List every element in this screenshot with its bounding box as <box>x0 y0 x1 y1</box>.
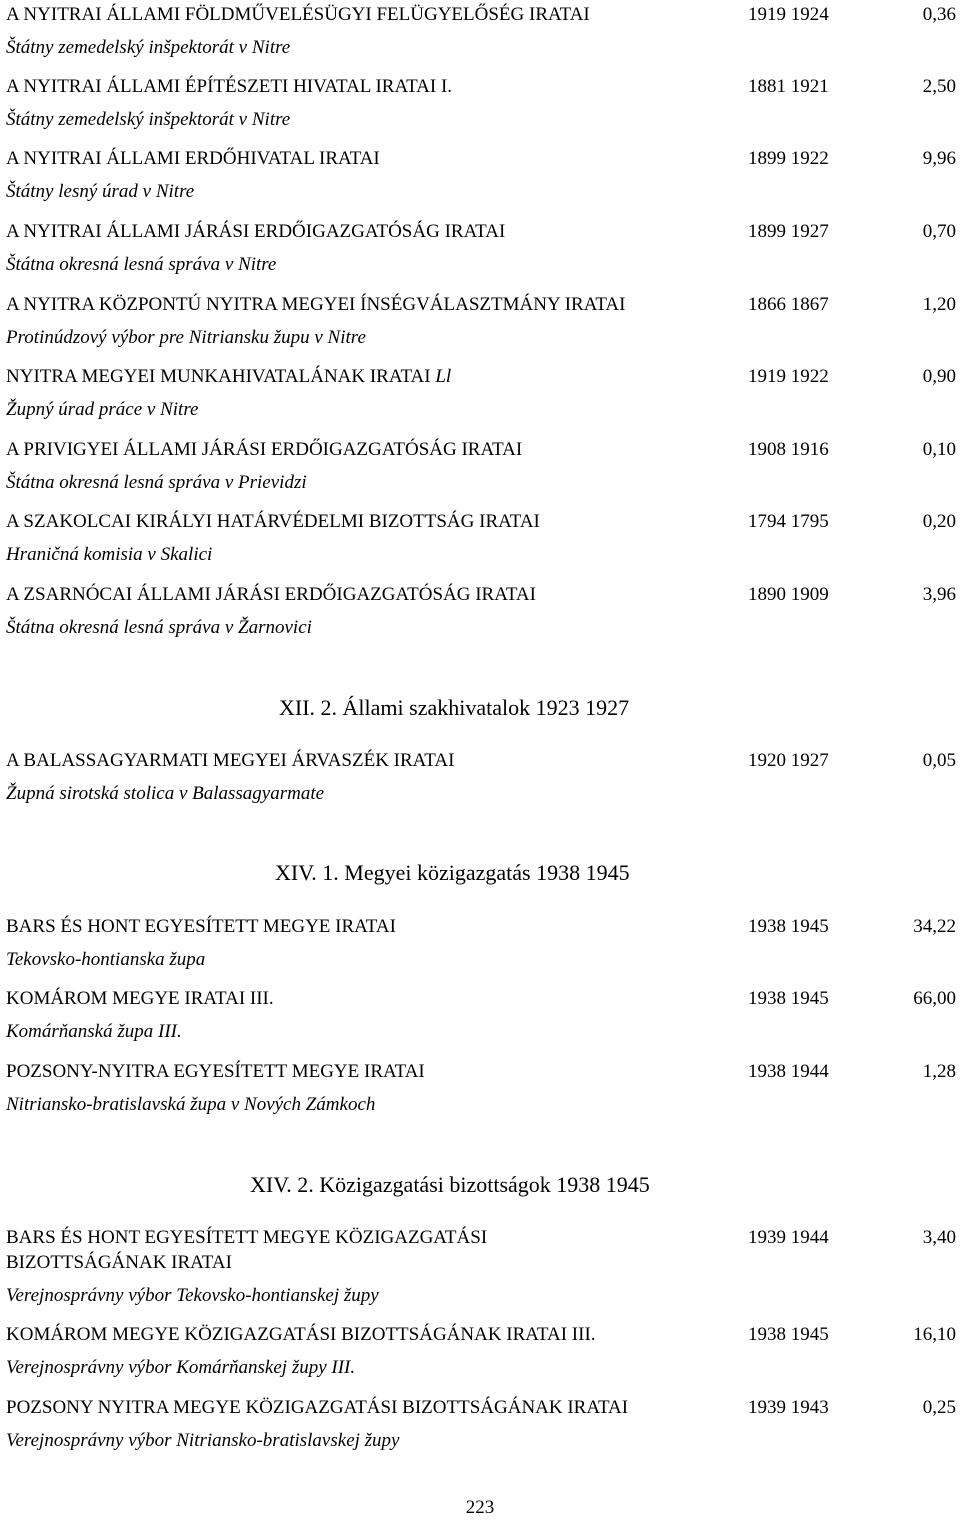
entry-years: 1866 1867 <box>748 294 829 315</box>
page-number: 223 <box>465 1497 495 1518</box>
entry-title-hu: POZSONY-NYITRA EGYESÍTETT MEGYE IRATAI <box>6 1061 425 1082</box>
entry-title-hu: A NYITRAI ÁLLAMI ERDŐHIVATAL IRATAI <box>6 148 380 169</box>
entry-years: 1899 1927 <box>748 221 829 242</box>
entry-years: 1794 1795 <box>748 511 829 532</box>
entry-title-hu: A SZAKOLCAI KIRÁLYI HATÁRVÉDELMI BIZOTTSÁG IRATAI <box>6 511 540 532</box>
entry-extent: 0,25 <box>922 1397 956 1418</box>
entry-title-hu: A ZSARNÓCAI ÁLLAMI JÁRÁSI ERDŐIGAZGATÓSÁG IRATAI <box>6 584 536 605</box>
entry-title-sk: Verejnosprávny výbor Tekovsko-hontianskej župy <box>6 1285 379 1306</box>
entry-years: 1920 1927 <box>748 750 829 771</box>
entry-title-hu: A NYITRAI ÁLLAMI FÖLDMŰVELÉSÜGYI FELÜGYELŐSÉG IRATAI <box>6 4 590 25</box>
entry-title-hu: KOMÁROM MEGYE KÖZIGAZGATÁSI BIZOTTSÁGÁNAK IRATAI III. <box>6 1324 596 1345</box>
entry-extent: 0,10 <box>922 439 956 460</box>
entry-title-sk: Štátny zemedelský inšpektorát v Nitre <box>6 109 291 130</box>
section-heading: XIV. 2. Közigazgatási bizottságok 1938 1945 <box>250 1172 650 1197</box>
entry-title-hu: A NYITRAI ÁLLAMI JÁRÁSI ERDŐIGAZGATÓSÁG IRATAI <box>6 221 506 242</box>
entry-years: 1890 1909 <box>748 584 829 605</box>
entry-years: 1938 1945 <box>748 988 829 1009</box>
entry-title-sk: Verejnosprávny výbor Nitriansko-bratislavskej župy <box>6 1430 400 1451</box>
entry-years: 1938 1945 <box>748 916 829 937</box>
section-heading: XIV. 1. Megyei közigazgatás 1938 1945 <box>275 860 630 885</box>
entry-years: 1939 1944 <box>748 1227 829 1248</box>
entry-title-hu-continued: BIZOTTSÁGÁNAK IRATAI <box>6 1252 232 1273</box>
entry-title-hu: POZSONY NYITRA MEGYE KÖZIGAZGATÁSI BIZOTTSÁGÁNAK IRATAI <box>6 1397 629 1418</box>
entry-title-hu <box>6 366 451 388</box>
entry-extent: 0,70 <box>922 221 956 242</box>
entry-title-hu: A BALASSAGYARMATI MEGYEI ÁRVASZÉK IRATAI <box>6 750 455 771</box>
entry-years: 1899 1922 <box>748 148 829 169</box>
entry-extent: 3,96 <box>922 584 956 605</box>
entry-extent: 9,96 <box>922 148 956 169</box>
entry-extent: 1,20 <box>922 294 956 315</box>
entry-years: 1919 1924 <box>748 4 829 25</box>
entry-title-sk: Štátna okresná lesná správa v Prievidzi <box>6 472 307 493</box>
entry-title-hu: A NYITRAI ÁLLAMI ÉPÍTÉSZETI HIVATAL IRATAI I. <box>6 76 453 97</box>
entry-title-sk: Župná sirotská stolica v Balassagyarmate <box>6 783 325 804</box>
entry-extent: 16,10 <box>913 1324 956 1345</box>
entry-extent: 1,28 <box>922 1061 956 1082</box>
entry-years: 1919 1922 <box>748 366 829 387</box>
entry-title-hu: KOMÁROM MEGYE IRATAI III. <box>6 988 274 1009</box>
entry-years: 1939 1943 <box>748 1397 829 1418</box>
entry-title-sk: Hraničná komisia v Skalici <box>6 544 213 565</box>
entry-extent: 0,90 <box>922 366 956 387</box>
entry-title-sk: Verejnosprávny výbor Komárňanskej župy III. <box>6 1357 356 1378</box>
entry-extent: 66,00 <box>913 988 956 1009</box>
entry-extent: 34,22 <box>913 916 956 937</box>
entry-title-sk: Nitriansko-bratislavská župa v Nových Zámkoch <box>6 1094 376 1115</box>
entry-years: 1881 1921 <box>748 76 829 97</box>
entry-extent: 0,05 <box>922 750 956 771</box>
entry-years: 1908 1916 <box>748 439 829 460</box>
entry-title-hu: A NYITRA KÖZPONTÚ NYITRA MEGYEI ÍNSÉGVÁLASZTMÁNY IRATAI <box>6 294 626 315</box>
entry-suffix: Ll <box>435 366 452 387</box>
entry-title-sk: Štátna okresná lesná správa v Nitre <box>6 254 277 275</box>
entry-title-sk: Župný úrad práce v Nitre <box>6 399 199 420</box>
entry-extent: 2,50 <box>922 76 956 97</box>
entry-title-sk: Štátna okresná lesná správa v Žarnovici <box>6 617 312 638</box>
entry-extent: 0,20 <box>922 511 956 532</box>
section-heading: XII. 2. Állami szakhivatalok 1923 1927 <box>279 695 630 720</box>
entry-title-sk: Komárňanská župa III. <box>6 1021 182 1042</box>
entry-title-hu: A PRIVIGYEI ÁLLAMI JÁRÁSI ERDŐIGAZGATÓSÁG IRATAI <box>6 439 523 460</box>
entry-title-hu-text: NYITRA MEGYEI MUNKAHIVATALÁNAK IRATAI <box>6 366 431 387</box>
entry-extent: 0,36 <box>922 4 956 25</box>
entry-years: 1938 1944 <box>748 1061 829 1082</box>
entry-years: 1938 1945 <box>748 1324 829 1345</box>
entry-title-hu: BARS ÉS HONT EGYESÍTETT MEGYE KÖZIGAZGATÁSI <box>6 1227 488 1248</box>
entry-title-sk: Protinúdzový výbor pre Nitriansku župu v Nitre <box>6 327 366 348</box>
entry-title-hu: BARS ÉS HONT EGYESÍTETT MEGYE IRATAI <box>6 916 396 937</box>
entry-extent: 3,40 <box>922 1227 956 1248</box>
entry-title-sk: Štátny lesný úrad v Nitre <box>6 181 195 202</box>
entry-title-sk: Tekovsko-hontianska župa <box>6 949 206 970</box>
entry-title-sk: Štátny zemedelský inšpektorát v Nitre <box>6 37 291 58</box>
